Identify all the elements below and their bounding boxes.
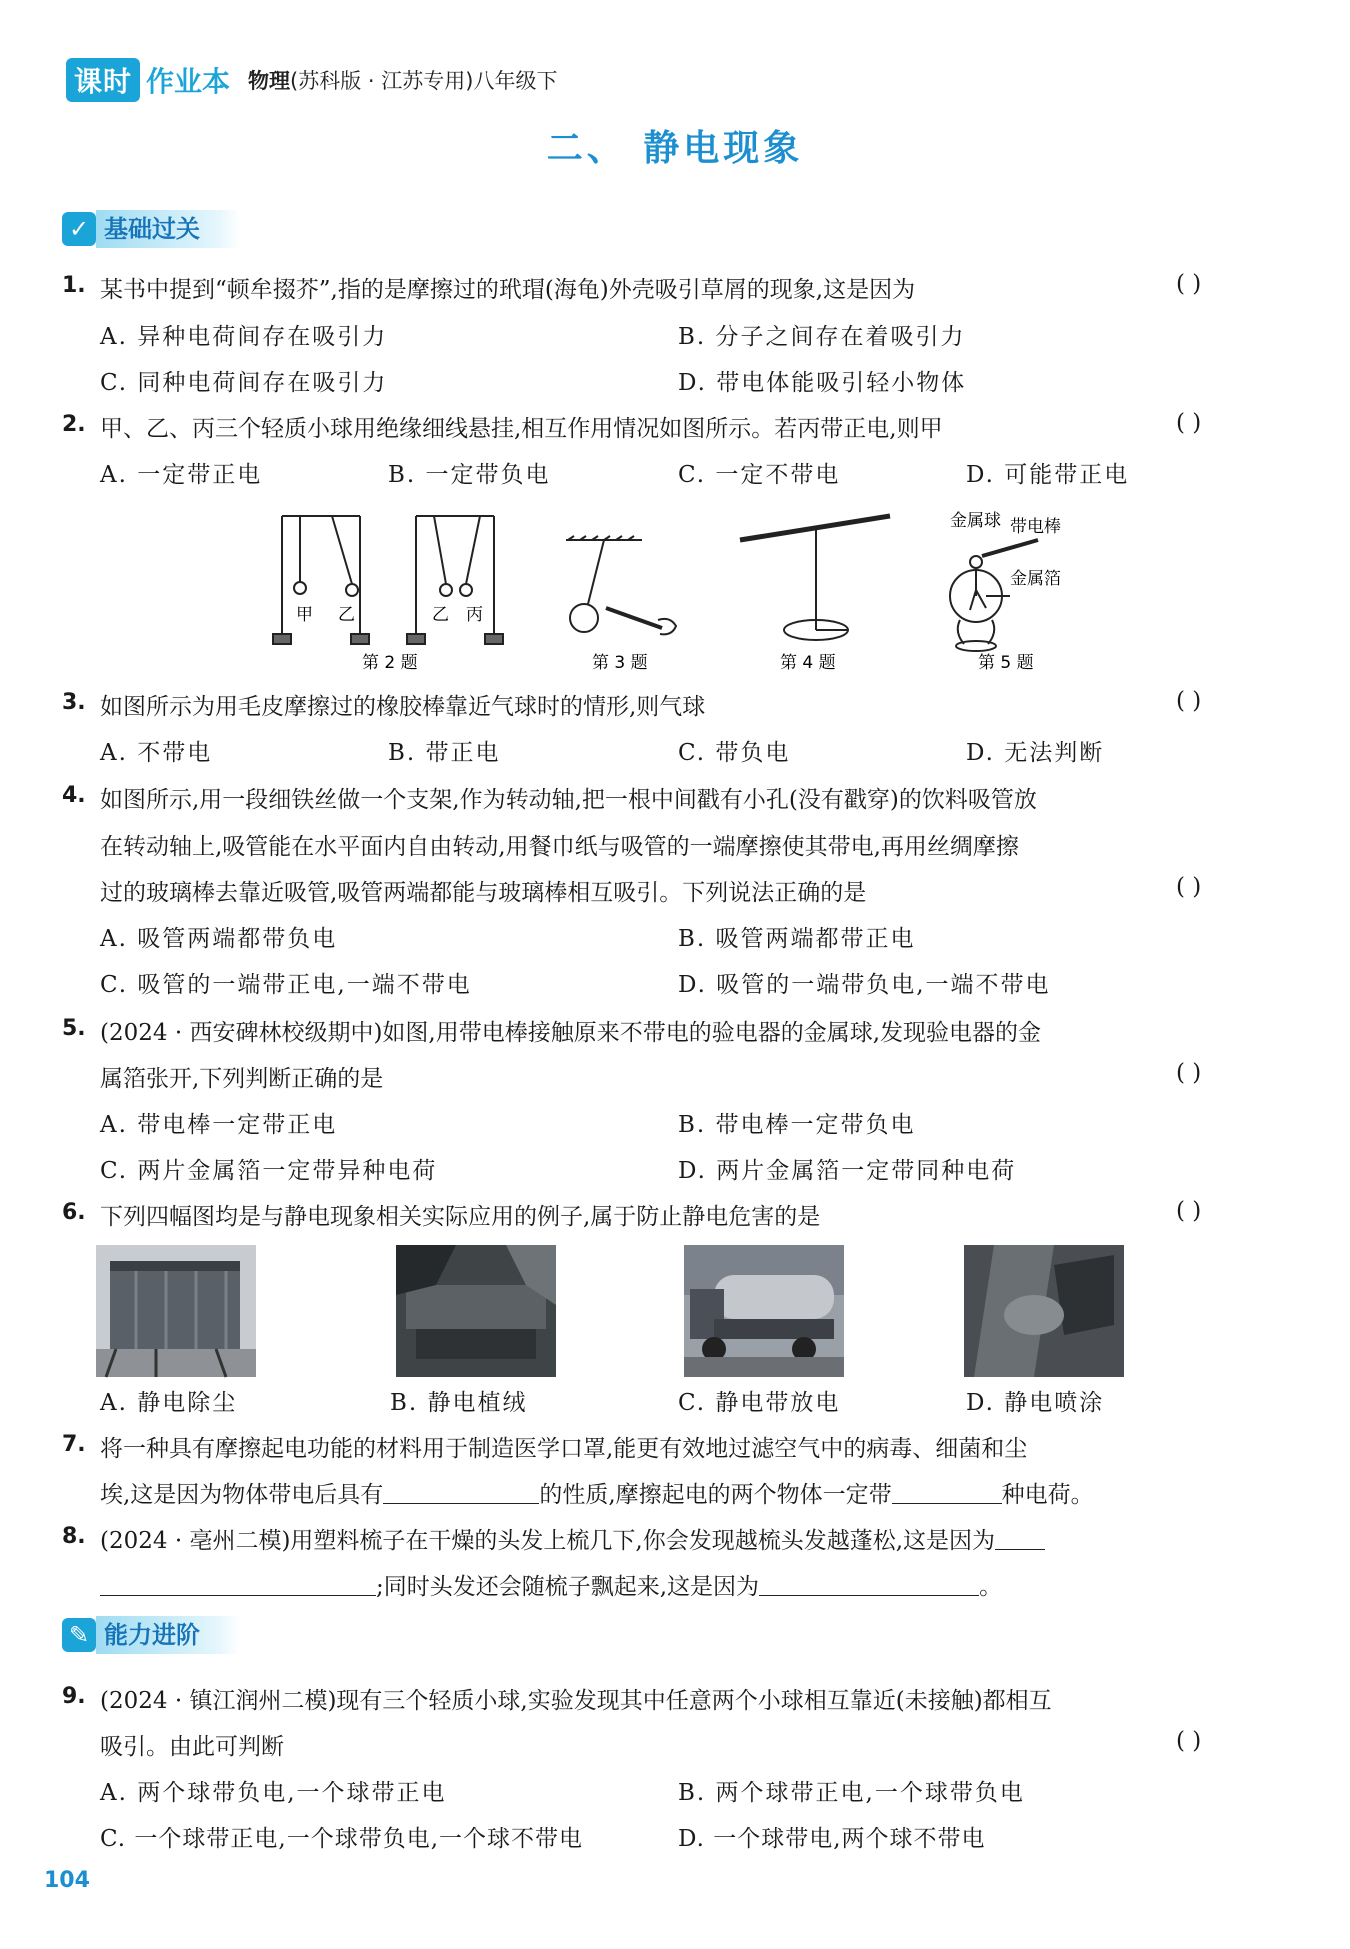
question-8-text-line-1 <box>100 1522 1045 1555</box>
question-4-option-c: C. 吸管的一端带正电,一端不带电 <box>100 972 472 998</box>
question-9-text-line-2: 吸引。由此可判断 <box>100 1734 284 1760</box>
question-6-text: 下列四幅图均是与静电现象相关实际应用的例子,属于防止静电危害的是 <box>100 1204 821 1230</box>
question-7-text-line-1: 将一种具有摩擦起电功能的材料用于制造医学口罩,能更有效地过滤空气中的病毒、细菌和尘 <box>100 1436 1028 1462</box>
question-3-option-d: D. 无法判断 <box>966 740 1105 766</box>
question-3-answer-paren: ( ) <box>1176 688 1202 714</box>
question-7-blank-1[interactable] <box>383 1481 539 1504</box>
question-4-option-b: B. 吸管两端都带正电 <box>678 926 916 952</box>
question-6-answer-paren: ( ) <box>1176 1198 1202 1224</box>
question-1-answer-paren: ( ) <box>1176 271 1202 297</box>
figure-2-label-bing: 丙 <box>466 605 483 625</box>
question-7-text-part-3: 种电荷。 <box>1001 1482 1094 1508</box>
question-1-option-b: B. 分子之间存在着吸引力 <box>678 324 966 350</box>
figure-5-caption: 第 5 题 <box>978 653 1034 673</box>
question-2-option-d: D. 可能带正电 <box>966 462 1130 488</box>
question-7-text-line-2 <box>100 1476 1094 1509</box>
question-3-number: 3. <box>62 690 86 715</box>
question-7-number: 7. <box>62 1432 86 1457</box>
question-3-text: 如图所示为用毛皮摩擦过的橡胶棒靠近气球时的情形,则气球 <box>100 694 706 720</box>
question-8-text-part-3: 。 <box>979 1574 1003 1600</box>
section-advanced-label: 能力进阶 <box>96 1616 240 1654</box>
figure-2-caption: 第 2 题 <box>362 653 418 673</box>
question-5-answer-paren: ( ) <box>1176 1060 1202 1086</box>
figure-3-caption: 第 3 题 <box>592 653 648 673</box>
question-9-option-b: B. 两个球带正电,一个球带负电 <box>678 1780 1025 1806</box>
question-8-number: 8. <box>62 1524 86 1549</box>
question-8-text-part-2: ;同时头发还会随梳子飘起来,这是因为 <box>376 1574 760 1600</box>
photo-electrostatic-flocking <box>396 1245 556 1377</box>
question-4-answer-paren: ( ) <box>1176 874 1202 900</box>
question-6-option-d: D. 静电喷涂 <box>966 1390 1105 1416</box>
question-5-number: 5. <box>62 1016 86 1041</box>
subject-name: 物理 <box>248 69 291 93</box>
question-5-text-line-1: (2024 · 西安碑林校级期中)如图,用带电棒接触原来不带电的验电器的金属球,发现验电器的金 <box>100 1020 1042 1046</box>
question-1-text: 某书中提到“顿牟掇芥”,指的是摩擦过的玳瑁(海龟)外壳吸引草屑的现象,这是因为 <box>100 277 916 303</box>
question-8-blank-2[interactable] <box>759 1573 979 1596</box>
subject-edition: (苏科版 · 江苏专用)八年级下 <box>290 69 558 93</box>
photo-electrostatic-dust-removal <box>96 1245 256 1377</box>
question-1-option-a: A. 异种电荷间存在吸引力 <box>100 324 388 350</box>
question-2-number: 2. <box>62 412 86 437</box>
question-9-option-d: D. 一个球带电,两个球不带电 <box>678 1826 986 1852</box>
question-3-option-c: C. 带负电 <box>678 740 791 766</box>
question-9-answer-paren: ( ) <box>1176 1728 1202 1754</box>
figure-5-label-ball: 金属球 <box>950 511 1001 531</box>
figure-2-label-yi-2: 乙 <box>432 605 449 625</box>
question-4-option-d: D. 吸管的一端带负电,一端不带电 <box>678 972 1051 998</box>
question-6-option-c: C. 静电带放电 <box>678 1390 841 1416</box>
figure-2-label-jia: 甲 <box>296 605 313 625</box>
question-4-text-line-1: 如图所示,用一段细铁丝做一个支架,作为转动轴,把一根中间戳有小孔(没有戳穿)的饮料吸管放 <box>100 787 1037 813</box>
section-advanced <box>62 1616 240 1654</box>
question-3-option-b: B. 带正电 <box>388 740 501 766</box>
question-5-option-b: B. 带电棒一定带负电 <box>678 1112 916 1138</box>
figure-5-label-rod: 带电棒 <box>1010 517 1061 537</box>
question-5-option-a: A. 带电棒一定带正电 <box>100 1112 338 1138</box>
question-3-option-a: A. 不带电 <box>100 740 213 766</box>
figure-2-frame-yi-bing <box>407 516 503 644</box>
question-6-option-b: B. 静电植绒 <box>390 1390 528 1416</box>
question-4-option-a: A. 吸管两端都带负电 <box>100 926 338 952</box>
question-8-blank-1b[interactable] <box>100 1573 376 1596</box>
header-brand <box>66 60 557 100</box>
question-2-option-c: C. 一定不带电 <box>678 462 841 488</box>
page-number: 104 <box>44 1868 90 1893</box>
subject-line <box>248 65 557 95</box>
question-7-text-part-1: 埃,这是因为物体带电后具有 <box>100 1482 384 1508</box>
brand-logo-box: 课时 <box>66 58 140 102</box>
figure-3-balloon-rod <box>566 536 676 634</box>
question-9-text-line-1: (2024 · 镇江润州二模)现有三个轻质小球,实验发现其中任意两个小球相互靠近(未接触)都相互 <box>100 1688 1052 1714</box>
question-5-option-c: C. 两片金属箔一定带异种电荷 <box>100 1158 438 1184</box>
question-4-text-line-2: 在转动轴上,吸管能在水平面内自由转动,用餐巾纸与吸管的一端摩擦使其带电,再用丝绸摩擦 <box>100 834 1019 860</box>
pencil-icon: ✎ <box>62 1618 96 1652</box>
figure-4-straw-stand <box>740 516 890 640</box>
question-2-answer-paren: ( ) <box>1176 410 1202 436</box>
photo-electrostatic-spraying <box>964 1245 1124 1377</box>
checkbox-icon: ✓ <box>62 212 96 246</box>
figure-5-electroscope <box>950 540 1038 651</box>
question-8-blank-1a[interactable] <box>995 1527 1045 1550</box>
brand-logo-text: 作业本 <box>146 65 231 98</box>
question-2-option-b: B. 一定带负电 <box>388 462 551 488</box>
question-1-option-d: D. 带电体能吸引轻小物体 <box>678 370 967 396</box>
question-6-number: 6. <box>62 1200 86 1225</box>
photo-tanker-discharge-strap <box>684 1245 844 1377</box>
figures-row <box>270 500 1100 673</box>
question-7-text-part-2: 的性质,摩擦起电的两个物体一定带 <box>539 1482 892 1508</box>
figure-4-caption: 第 4 题 <box>780 653 836 673</box>
question-2-text: 甲、乙、丙三个轻质小球用绝缘细线悬挂,相互作用情况如图所示。若丙带正电,则甲 <box>100 416 943 442</box>
page-title: 二、 静电现象 <box>546 128 804 169</box>
question-2-option-a: A. 一定带正电 <box>100 462 263 488</box>
question-4-number: 4. <box>62 783 86 808</box>
question-8-text-part-1: (2024 · 亳州二模)用塑料梳子在干燥的头发上梳几下,你会发现越梳头发越蓬松,这是因为 <box>100 1528 996 1554</box>
question-9-option-c: C. 一个球带正电,一个球带负电,一个球不带电 <box>100 1826 584 1852</box>
question-5-text-line-2: 属箔张开,下列判断正确的是 <box>100 1066 384 1092</box>
question-9-option-a: A. 两个球带负电,一个球带正电 <box>100 1780 447 1806</box>
figure-2-label-yi: 乙 <box>338 605 355 625</box>
question-8-text-line-2 <box>100 1568 1002 1601</box>
question-4-text-line-3: 过的玻璃棒去靠近吸管,吸管两端都能与玻璃棒相互吸引。下列说法正确的是 <box>100 880 867 906</box>
section-basic-label: 基础过关 <box>96 210 240 248</box>
question-6-option-a: A. 静电除尘 <box>100 1390 238 1416</box>
section-basic <box>62 210 240 248</box>
question-1-number: 1. <box>62 273 86 298</box>
question-9-number: 9. <box>62 1684 86 1709</box>
question-7-blank-2[interactable] <box>892 1481 1002 1504</box>
question-5-option-d: D. 两片金属箔一定带同种电荷 <box>678 1158 1017 1184</box>
figure-5-label-foil: 金属箔 <box>1010 569 1061 589</box>
question-1-option-c: C. 同种电荷间存在吸引力 <box>100 370 388 396</box>
